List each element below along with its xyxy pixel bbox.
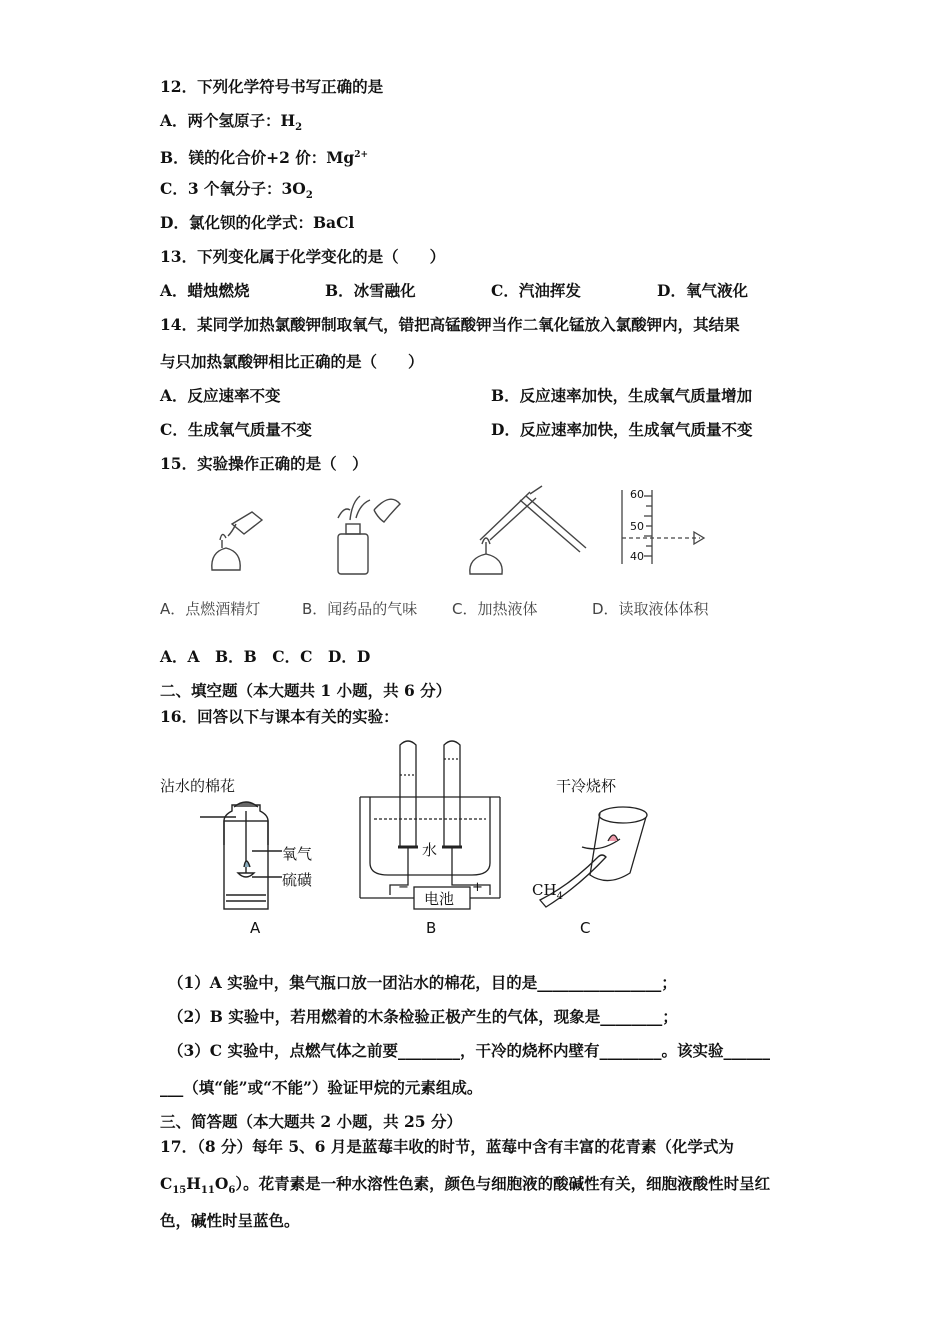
q17-line2: $C_{15}H_{11}O_6$）。花青素是一种水溶性色素，颜色与细胞液的酸碱性有关，细胞液酸性时呈红 [160,1174,771,1197]
q14-option-b: B．反应速率加快，生成氧气质量增加 [491,386,753,405]
label-positive-terminal: + [472,880,483,895]
q14-option-d: D．反应速率加快，生成氧气质量不变 [491,420,753,439]
alcohol-lamp-icon [212,512,262,570]
q15-fig-caption-b: B．闻药品的气味 [302,600,418,618]
q12-stem: 12．下列化学符号书写正确的是 [160,77,384,96]
label-battery: 电池 [424,890,455,908]
q13-option-a: A．蜡烛燃烧 [160,281,250,300]
q16-figure [160,735,660,940]
q14-option-a: A．反应速率不变 [160,386,281,405]
q13-stem: 13．下列变化属于化学变化的是（ ） [160,247,446,266]
q16-part3: （3）C 实验中，点燃气体之前要________，干冷的烧杯内壁有________。该实验______ [168,1041,771,1060]
label-sulfur: 硫磺 [282,871,313,889]
q17-line3: 色，碱性时呈蓝色。 [160,1211,300,1230]
heating-test-tube-icon [470,486,586,574]
label-water: 水 [422,841,438,859]
q13-option-b: B．冰雪融化 [325,281,416,300]
label-dry-cold-beaker: 干冷烧杯 [556,777,617,795]
cylinder-scale-40: 40 [630,550,644,563]
q14-stem-line1: 14．某同学加热氯酸钾制取氧气，错把高锰酸钾当作二氧化锰放入氯酸钾内，其结果 [160,315,740,334]
q15-lab-illustrations [160,482,730,592]
figure-label-c: C [580,919,591,937]
q15-options: A．A B．B C．C D．D [160,647,371,666]
q12-option-a: A．两个氢原子：$H_2$ [160,111,303,134]
figure-label-a: A [250,919,261,937]
label-wet-cotton: 沾水的棉花 [160,777,236,795]
q16-part1: （1）A 实验中，集气瓶口放一团沾水的棉花，目的是________________； [168,973,677,992]
cylinder-scale-60: 60 [630,488,644,501]
q14-option-c: C．生成氧气质量不变 [160,420,312,439]
q16-apparatus [160,735,660,940]
q15-figure [160,482,730,622]
q15-fig-caption-a: A．点燃酒精灯 [160,600,261,618]
figure-label-b: B [426,919,437,937]
q17-line1: 17．（8 分）每年 5、6 月是蓝莓丰收的时节，蓝莓中含有丰富的花青素（化学式为 [160,1137,734,1156]
q12-option-b: B．镁的化合价+2 价：$Mg^{2+}$ [160,148,369,168]
q16-part2: （2）B 实验中，若用燃着的木条检验正极产生的气体，现象是________； [168,1007,678,1026]
q14-stem-line2: 与只加热氯酸钾相比正确的是（ ） [160,352,424,371]
q13-option-d: D．氧气液化 [657,281,748,300]
reagent-bottle-icon [338,496,400,574]
section2-heading: 二、填空题（本大题共 1 小题，共 6 分） [160,681,452,700]
gas-jar-icon [200,802,282,909]
label-methane: $CH_4$ [532,881,563,902]
q16-stem: 16．回答以下与课本有关的实验： [160,707,399,726]
q13-option-c: C．汽油挥发 [491,281,581,300]
q15-fig-caption-d: D．读取液体体积 [592,600,709,618]
q15-fig-caption-c: C．加热液体 [452,600,538,618]
q15-stem: 15．实验操作正确的是（ ） [160,454,368,473]
q12-option-c: C．3 个氧分子：$3O_2$ [160,179,313,202]
label-oxygen: 氧气 [282,845,313,863]
q12-option-d: D．氯化钡的化学式：BaCl [160,213,355,232]
q16-part3-continued: ___（填“能”或“不能”）验证甲烷的元素组成。 [160,1078,483,1097]
section3-heading: 三、简答题（本大题共 2 小题，共 25 分） [160,1112,462,1131]
cylinder-scale-50: 50 [630,520,644,533]
label-negative-terminal: − [398,880,409,895]
